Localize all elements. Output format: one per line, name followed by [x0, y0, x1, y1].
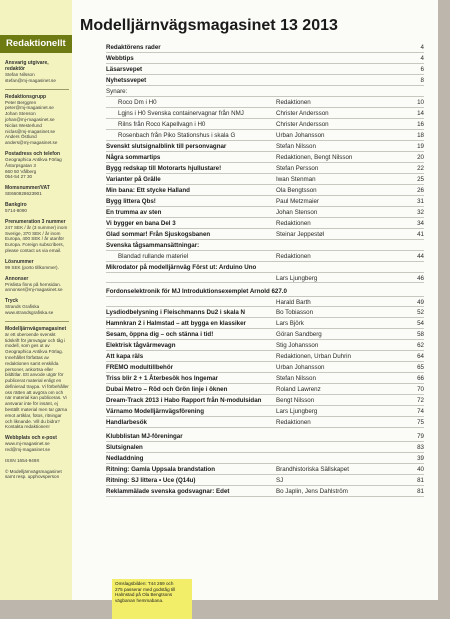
toc-entry-page: 39 [417, 455, 424, 462]
sidebar-line: 247 SEK / år (3 nummer) inom [5, 224, 68, 230]
cover-caption [112, 579, 192, 619]
sidebar-block [5, 259, 69, 271]
toc-entry-title: Elektrisk tågvärmevagn [106, 342, 176, 349]
toc-entry [106, 442, 424, 453]
toc-entry [106, 251, 424, 262]
sidebar-line: johan@mj-magasinet.se [5, 116, 55, 122]
sidebar-line: www.strandsgrafiska.se [5, 309, 54, 315]
sidebar-line: annonser@mj-magasinet.se [5, 287, 63, 293]
toc-entry [106, 185, 424, 196]
toc-entry-title: Hamnkran 2 i Halmstad – att bygga en klassiker [106, 320, 246, 327]
toc-entry-page: 22 [417, 165, 424, 172]
toc-entry-author: Bengt Nilsson [276, 397, 315, 404]
toc-entry [106, 286, 424, 297]
toc-entry-author: Stefan Nilsson [276, 375, 316, 382]
toc-entry-title: Ritning: SJ littera • Uce (Q14u) [106, 477, 196, 484]
toc-entry [106, 163, 424, 174]
toc-entry-title: Varianter på Grälle [106, 176, 161, 183]
toc-entry-title: Rilns från Roco Kapellvagn i H0 [118, 121, 206, 128]
toc-entry-page: 41 [417, 231, 424, 238]
toc-entry-page: 49 [417, 299, 424, 306]
sidebar-line: Strands Grafiska [5, 304, 40, 310]
toc-entry [106, 53, 424, 64]
sidebar-line: Johan Stenson [5, 111, 36, 117]
toc-entry-author: Steinar Jeppestøl [276, 231, 325, 238]
toc-entry [106, 273, 424, 283]
toc-entry-page: 65 [417, 364, 424, 371]
sidebar-block [5, 202, 69, 214]
sidebar-line: 054-54 27 30 [5, 174, 33, 180]
sidebar-line: Sverige, 370 SEK / år inom [5, 230, 61, 236]
toc-entry-title: Synare: [106, 88, 128, 95]
toc-entry-title: Ritning: Gamla Uppsala brandstation [106, 466, 215, 473]
toc-entry-author: Ola Bengtsson [276, 187, 317, 194]
toc-entry-page: 26 [417, 187, 424, 194]
sidebar-block [5, 219, 69, 254]
toc-entry-page: 54 [417, 320, 424, 327]
toc-entry [106, 417, 424, 428]
sidebar-heading: Lösnummer [5, 258, 34, 265]
sidebar-heading: Bankgiro [5, 201, 27, 208]
toc-entry [106, 130, 424, 141]
toc-entry-title: Roco Dm i H0 [118, 99, 157, 106]
toc-entry-author: Harald Barth [276, 299, 311, 306]
toc-entry-author: Bo Tobiasson [276, 309, 314, 316]
sidebar-body [5, 60, 69, 485]
toc-entry-author: Iwan Stenman [276, 176, 316, 183]
toc-entry [106, 297, 424, 307]
toc-entry-author: Redaktionen, Bengt Nilsson [276, 154, 353, 161]
sidebar-line: Stefan Nilsson [5, 72, 35, 77]
sidebar-line: 99 SEK (porto tillkommer). [5, 264, 59, 270]
sidebar-block [5, 276, 69, 294]
toc-entry-page: 20 [417, 154, 424, 161]
toc-entry-title: Svenska tågsammansättningar: [106, 242, 200, 249]
toc-entry [106, 119, 424, 130]
toc-entry [106, 453, 424, 464]
sidebar-paragraph: är ett oberoende svenskt tidskrift för järnvägar och tåg i modell, som ges ut av Geographica Antikva Förlag. Innehållet författas av redaktionen samt enskilda personer, ankortsa eller bildtitlar. Ett anvode utgör för publicerat material enligt en definierad traypa. Vi förbehåller oss rätten att avgöra om och när material kan publiceras. Vi ansvarar inte för insänt, ej beställt material men tar gärna emot artiklar, fotos, ritningar och liknande. Vill du bidra? Kontakta redaktionen! [5, 331, 69, 430]
sidebar-block [5, 458, 69, 464]
toc-entry-author: SJ [276, 477, 284, 484]
toc-entry-title: Några sommartips [106, 154, 161, 161]
toc-entry [106, 362, 424, 373]
toc-entry-page: 4 [420, 55, 424, 62]
toc-entry [106, 64, 424, 75]
toc-entry-author: Redaktionen, Urban Duhrin [276, 353, 351, 360]
cover-caption-line: Halmstad på Ola Bengtsons [115, 592, 173, 598]
table-of-contents [106, 42, 424, 497]
editorial-sidebar [0, 0, 72, 600]
toc-entry [106, 42, 424, 53]
toc-entry-author: Redaktionen [276, 220, 311, 227]
toc-entry [106, 384, 424, 395]
toc-entry [106, 218, 424, 229]
toc-entry [106, 486, 424, 497]
toc-entry [106, 464, 424, 475]
toc-entry-page: 14 [417, 110, 424, 117]
sidebar-block [5, 469, 69, 481]
sidebar-title: Redaktionellt [0, 35, 72, 53]
toc-entry [106, 207, 424, 218]
toc-entry-title: Värnamo Modelljärnvägsförening [106, 408, 204, 415]
toc-entry-page: 75 [417, 419, 424, 426]
toc-entry-author: Roland Lawrenz [276, 386, 321, 393]
cover-caption-line: vägbanan hemmabana. [115, 597, 164, 603]
toc-entry-title: En trumma av sten [106, 209, 162, 216]
sidebar-heading: Modelljärnvägsmagasinet [5, 325, 67, 332]
toc-entry-page: 44 [417, 253, 424, 260]
toc-entry-title: Dubai Metro – Röd och Grön linje i öknen [106, 386, 228, 393]
sidebar-block [5, 94, 69, 146]
toc-entry [106, 307, 424, 318]
sidebar-line: anders@mj-magasinet.se [5, 140, 58, 146]
toc-entry [106, 329, 424, 340]
toc-entry-author: Göran Sandberg [276, 331, 322, 338]
sidebar-line: Peter Berggren [5, 99, 37, 105]
toc-entry-page: 81 [417, 477, 424, 484]
toc-entry-author: Urban Johansson [276, 364, 325, 371]
toc-entry-author: Brandhistoriska Sällskapet [276, 466, 349, 473]
toc-entry-author: Bo Japlin, Jens Dahlström [276, 488, 348, 495]
toc-entry-title: Reklammälade svenska godsvagnar: Edet [106, 488, 230, 495]
toc-entry-page: 81 [417, 488, 424, 495]
sidebar-line: ISSN 1654-949X [5, 457, 40, 463]
toc-entry-title: FREMO modultillbehör [106, 364, 174, 371]
toc-entry [106, 431, 424, 442]
sidebar-heading: Ansvarig utgivare, redaktör [5, 60, 49, 72]
toc-entry [106, 262, 424, 273]
sidebar-line: samt resp. upphovsperson [5, 474, 60, 480]
toc-entry-page: 4 [420, 44, 424, 51]
toc-entry-author: Redaktionen [276, 99, 311, 106]
sidebar-line: www.mj-magasinet.se [5, 441, 50, 447]
cover-caption-line: Omslagsbilden: T44 269 och [115, 581, 174, 586]
sidebar-divider [5, 89, 69, 90]
toc-entry-author: Paul Metzmaier [276, 198, 319, 205]
toc-entry-title: Sesam, öppna dig – och stänna i tid! [106, 331, 214, 338]
sidebar-line: niclas@mj-magasinet.se [5, 128, 56, 134]
sidebar-line: Europa, 400 SEK / år utanför [5, 236, 64, 242]
toc-entry-author: Christer Andersson [276, 121, 329, 128]
toc-entry [106, 75, 424, 86]
toc-entry-page: 52 [417, 309, 424, 316]
toc-entry [106, 406, 424, 417]
toc-entry-page: 8 [420, 77, 424, 84]
toc-entry-title: Webbtips [106, 55, 134, 62]
toc-entry-page: 64 [417, 353, 424, 360]
sidebar-block [5, 435, 69, 453]
toc-entry-title: Klubblistan MJ-föreningar [106, 433, 183, 440]
toc-entry-author: Lars Ljungberg [276, 408, 318, 415]
toc-entry-title: Bygg littera Qbs! [106, 198, 156, 205]
sidebar-line: Prislista finns på hemsidan. [5, 281, 61, 287]
toc-entry-author: Urban Johansson [276, 132, 325, 139]
toc-entry-title: Lysdiodbelysning i Fleischmanns Du2 i skala N [106, 309, 246, 316]
toc-entry-author: Redaktionen [276, 253, 311, 260]
sidebar-line: stefan@mj-magasinet.se [5, 77, 56, 83]
sidebar-line: © Modelljärnvägsmagasinet [5, 468, 62, 474]
toc-entry [106, 108, 424, 119]
sidebar-line: Niclas Westerlund [5, 122, 42, 128]
toc-entry-title: Dream-Track 2013 i Habo Rapport från N-modulsidan [106, 397, 262, 404]
toc-entry [106, 86, 424, 97]
sidebar-line: Geographica Antikva Förlag [5, 156, 62, 162]
sidebar-heading: Postadress och telefon [5, 150, 61, 157]
toc-entry-title: Slutsignalen [106, 444, 143, 451]
toc-entry-title: Läsarsvepet [106, 66, 143, 73]
sidebar-line: 5714-8090 [5, 207, 27, 213]
sidebar-block [5, 298, 69, 316]
sidebar-line: Europa. Foreign subscribers, [5, 242, 64, 248]
toc-entry-title: Nyhetssvepet [106, 77, 147, 84]
sidebar-line: red@mj-magasinet.se [5, 447, 51, 453]
sidebar-divider [5, 321, 69, 322]
toc-entry-page: 6 [420, 66, 424, 73]
toc-entry-title: Min bana: Ett stycke Halland [106, 187, 190, 194]
toc-entry-title: Blandad rullande materiel [118, 253, 189, 260]
toc-entry-title: Svenskt slutsignalblink till personvagnar [106, 143, 227, 150]
toc-entry-title: Handlarbesök [106, 419, 147, 426]
toc-entry-author: Lars Ljungberg [276, 275, 318, 282]
sidebar-heading: Webbplats och e-post [5, 435, 57, 442]
toc-entry-page: 58 [417, 331, 424, 338]
toc-entry-page: 79 [417, 433, 424, 440]
toc-entry-page: 66 [417, 375, 424, 382]
toc-entry-author: Redaktionen [276, 419, 311, 426]
toc-entry-page: 72 [417, 397, 424, 404]
sidebar-line: Åstorpsgatan 3 [5, 162, 36, 168]
toc-entry [106, 318, 424, 329]
toc-entry-author: Stig Johansson [276, 342, 319, 349]
sidebar-heading: Redaktionsgrupp [5, 93, 47, 100]
toc-divider [106, 282, 424, 283]
toc-entry [106, 351, 424, 362]
toc-entry [106, 229, 424, 240]
toc-entry-page: 40 [417, 466, 424, 473]
sidebar-block [5, 60, 69, 84]
sidebar-line: 660 50 Vålberg [5, 168, 37, 174]
sidebar-heading: Annonser [5, 275, 29, 282]
toc-entry-title: Nedladdning [106, 455, 144, 462]
toc-entry-author: Stefan Persson [276, 165, 319, 172]
sidebar-heading: Prenumeration 3 nummer [5, 218, 66, 225]
sidebar-heading: Tryck [5, 298, 19, 305]
toc-entry-title: Mikrodator på modelljärnväg Först ut: Arduino Uno [106, 264, 257, 271]
toc-entry-page: 34 [417, 220, 424, 227]
toc-entry-title: Fordonselektronik för MJ Introduktionsexemplet Arnold 627.0 [106, 288, 287, 295]
toc-entry-page: 31 [417, 198, 424, 205]
toc-entry-page: 19 [417, 143, 424, 150]
toc-entry-title: Rosenbach från Piko Stationshus i skala G [118, 132, 236, 139]
toc-entry [106, 152, 424, 163]
toc-entry-page: 62 [417, 342, 424, 349]
toc-entry-page: 46 [417, 275, 424, 282]
toc-entry [106, 240, 424, 251]
toc-entry-page: 83 [417, 444, 424, 451]
toc-entry-title: Redaktörens rader [106, 44, 161, 51]
toc-entry [106, 196, 424, 207]
toc-divider [106, 427, 424, 428]
toc-entry-page: 74 [417, 408, 424, 415]
sidebar-block [5, 185, 69, 197]
toc-entry [106, 340, 424, 351]
sidebar-heading: Momsnummer/VAT [5, 185, 50, 192]
toc-divider [106, 496, 424, 497]
toc-entry-title: Vi bygger en bana Del 3 [106, 220, 176, 227]
toc-entry-author: Christer Andersson [276, 110, 329, 117]
toc-entry [106, 395, 424, 406]
toc-entry-title: Bygg redskap till Motorarts hjullustare! [106, 165, 222, 172]
toc-entry [106, 174, 424, 185]
toc-entry-title: Att kapa räls [106, 353, 144, 360]
toc-entry-title: Glad sommar! Från Sjuskogsbanen [106, 231, 211, 238]
toc-entry-page: 32 [417, 209, 424, 216]
sidebar-line: please contact us via email. [5, 247, 62, 253]
page-title: Modelljärnvägsmagasinet 13 2013 [80, 17, 338, 34]
sidebar-block [5, 151, 69, 180]
cover-caption-line: 275 passerar med godståg till [115, 586, 176, 592]
toc-entry-author: Lars Björk [276, 320, 304, 327]
toc-entry-page: 16 [417, 121, 424, 128]
toc-entry [106, 141, 424, 152]
toc-entry-page: 25 [417, 176, 424, 183]
toc-entry-page: 18 [417, 132, 424, 139]
sidebar-line: SE660928623901 [5, 191, 42, 197]
toc-entry-title: Lgjns i H0 Svenska containervagnar från NMJ [118, 110, 244, 117]
sidebar-line: peter@mj-magasinet.se [5, 105, 54, 111]
sidebar-block [5, 326, 69, 431]
toc-entry [106, 97, 424, 108]
toc-entry-page: 70 [417, 386, 424, 393]
toc-entry-page: 10 [417, 99, 424, 106]
toc-entry-title: Triss blir 2 + 1 Återbesök hos Ingemar [106, 375, 218, 382]
toc-entry-author: Stefan Nilsson [276, 143, 316, 150]
sidebar-line: Anders Östlund [5, 134, 37, 140]
toc-entry [106, 373, 424, 384]
toc-entry [106, 475, 424, 486]
toc-entry-author: Johan Stenson [276, 209, 318, 216]
